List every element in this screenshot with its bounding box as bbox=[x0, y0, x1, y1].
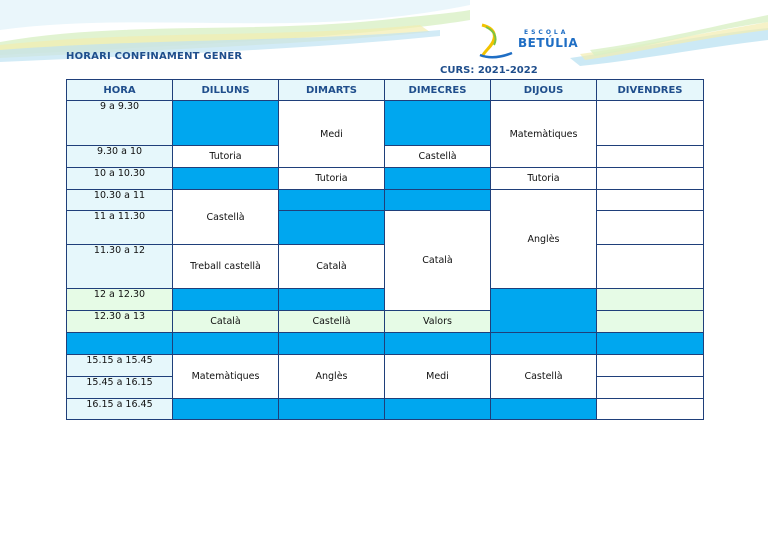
empty-blue-cell bbox=[385, 168, 491, 190]
empty-blue-cell bbox=[279, 190, 385, 211]
empty-cell bbox=[597, 399, 704, 420]
table-row bbox=[67, 146, 704, 168]
empty-blue-cell bbox=[279, 289, 385, 311]
empty-cell bbox=[597, 101, 704, 146]
class-cell: Català bbox=[385, 211, 491, 311]
table-row bbox=[67, 399, 704, 420]
logo-big-text: BETÚLIA bbox=[518, 36, 579, 50]
class-cell: Medi bbox=[279, 101, 385, 168]
class-cell: Matemàtiques bbox=[173, 355, 279, 399]
class-cell: Tutoria bbox=[491, 168, 597, 190]
page-title: HORARI CONFINAMENT GENER bbox=[66, 51, 243, 62]
empty-cell bbox=[597, 245, 704, 289]
hour-cell: 15.15 a 15.45 bbox=[67, 355, 173, 377]
class-cell: Treball castellà bbox=[173, 245, 279, 289]
hour-cell: 12 a 12.30 bbox=[67, 289, 173, 311]
hour-cell: 9 a 9.30 bbox=[67, 101, 173, 146]
logo-small-text: ESCOLA bbox=[524, 29, 569, 36]
empty-blue-cell bbox=[597, 333, 704, 355]
empty-cell bbox=[597, 168, 704, 190]
class-cell: Català bbox=[279, 245, 385, 289]
empty-blue-cell bbox=[385, 101, 491, 146]
class-cell: Català bbox=[173, 311, 279, 333]
hour-cell: 9.30 a 10 bbox=[67, 146, 173, 168]
hour-cell: 11 a 11.30 bbox=[67, 211, 173, 245]
empty-blue-cell bbox=[173, 399, 279, 420]
hour-cell: 11.30 a 12 bbox=[67, 245, 173, 289]
class-cell: Castellà bbox=[279, 311, 385, 333]
empty-green-cell bbox=[597, 311, 704, 333]
schedule-table bbox=[66, 79, 704, 420]
table-row bbox=[67, 355, 704, 377]
hour-cell: 10.30 a 11 bbox=[67, 190, 173, 211]
empty-cell bbox=[597, 211, 704, 245]
empty-blue-cell bbox=[385, 399, 491, 420]
hour-cell: 15.45 a 16.15 bbox=[67, 377, 173, 399]
empty-cell bbox=[597, 146, 704, 168]
table-row bbox=[67, 168, 704, 190]
table-row bbox=[67, 101, 704, 146]
col-header-dilluns: DILLUNS bbox=[173, 80, 279, 101]
table-row bbox=[67, 190, 704, 211]
lunch-break-row bbox=[67, 333, 704, 355]
class-cell: Anglès bbox=[491, 190, 597, 289]
class-cell: Medi bbox=[385, 355, 491, 399]
hour-cell: 10 a 10.30 bbox=[67, 168, 173, 190]
empty-blue-cell bbox=[491, 289, 597, 333]
class-cell: Castellà bbox=[385, 146, 491, 168]
empty-cell bbox=[597, 377, 704, 399]
table-row bbox=[67, 311, 704, 333]
empty-cell bbox=[597, 355, 704, 377]
table-row bbox=[67, 211, 704, 245]
empty-blue-cell bbox=[173, 289, 279, 311]
class-cell: Anglès bbox=[279, 355, 385, 399]
col-header-dimarts: DIMARTS bbox=[279, 80, 385, 101]
table-header-row bbox=[67, 80, 704, 101]
class-cell: Valors bbox=[385, 311, 491, 333]
col-header-dijous: DIJOUS bbox=[491, 80, 597, 101]
empty-blue-cell bbox=[67, 333, 173, 355]
col-header-dimecres: DIMECRES bbox=[385, 80, 491, 101]
header-banner bbox=[0, 0, 768, 80]
hour-cell: 12.30 a 13 bbox=[67, 311, 173, 333]
class-cell: Tutoria bbox=[279, 168, 385, 190]
col-header-divendres: DIVENDRES bbox=[597, 80, 704, 101]
empty-blue-cell bbox=[385, 333, 491, 355]
class-cell: Castellà bbox=[491, 355, 597, 399]
empty-blue-cell bbox=[279, 399, 385, 420]
empty-blue-cell bbox=[279, 333, 385, 355]
class-cell: Matemàtiques bbox=[491, 101, 597, 168]
col-header-hora: HORA bbox=[67, 80, 173, 101]
empty-blue-cell bbox=[173, 333, 279, 355]
empty-blue-cell bbox=[491, 399, 597, 420]
class-cell: Castellà bbox=[173, 190, 279, 245]
course-year: CURS: 2021-2022 bbox=[440, 65, 538, 76]
empty-blue-cell bbox=[173, 168, 279, 190]
empty-blue-cell bbox=[173, 101, 279, 146]
empty-cell bbox=[597, 190, 704, 211]
empty-blue-cell bbox=[385, 190, 491, 211]
empty-green-cell bbox=[597, 289, 704, 311]
class-cell: Tutoria bbox=[173, 146, 279, 168]
hour-cell: 16.15 a 16.45 bbox=[67, 399, 173, 420]
empty-blue-cell bbox=[491, 333, 597, 355]
empty-blue-cell bbox=[279, 211, 385, 245]
